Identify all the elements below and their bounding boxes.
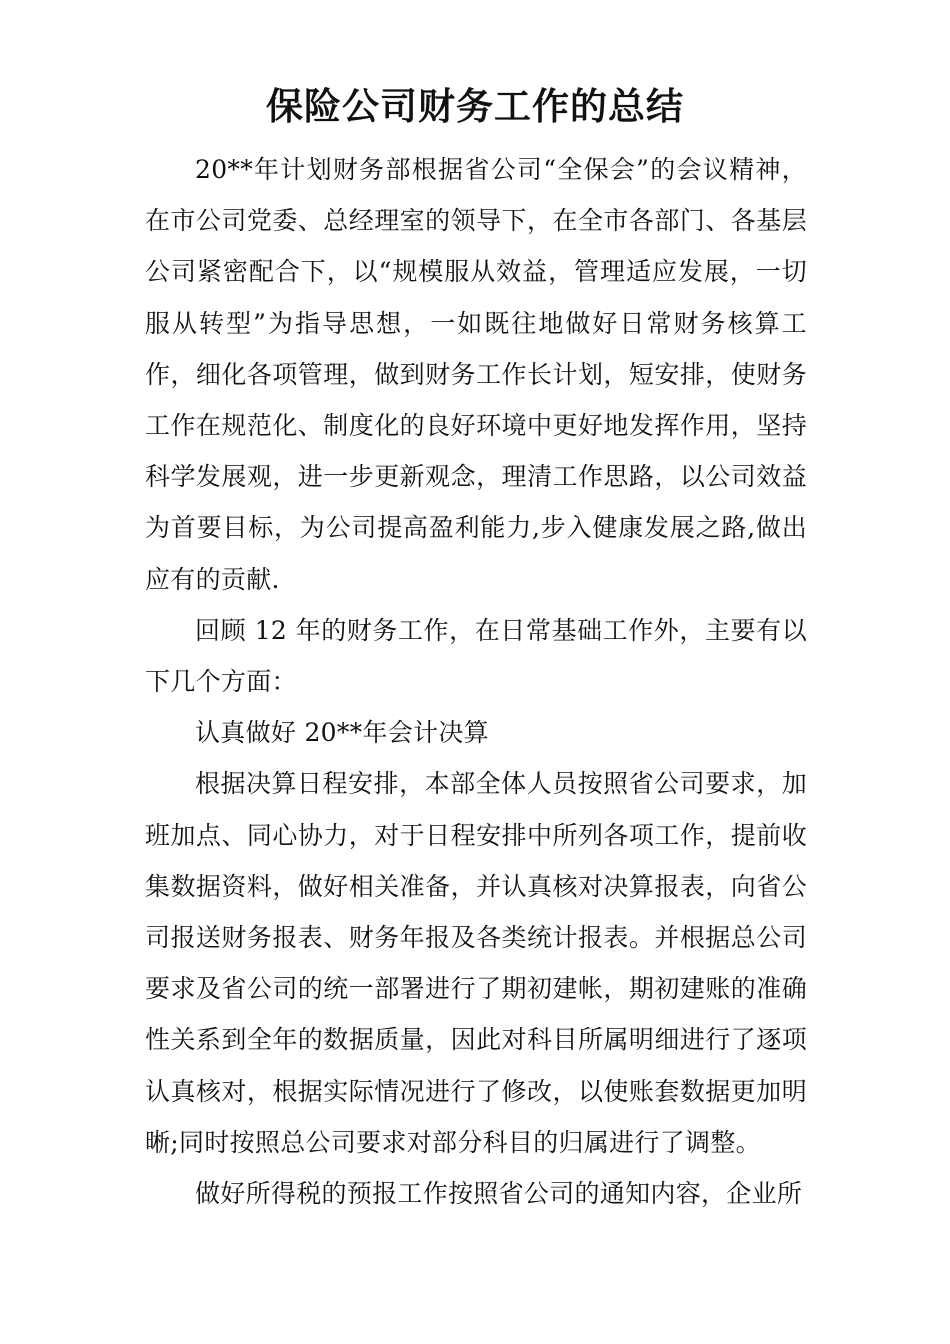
document-body (145, 144, 807, 1219)
document-title: 保险公司财务工作的总结 (266, 84, 684, 128)
paragraph-income-tax: 做好所得税的预报工作按照省公司的通知内容，企业所 (195, 1179, 803, 1209)
paragraph-annual-accounts: 根据决算日程安排，本部全体人员按照省公司要求，加班加点、同心协力，对于日程安排中所列各项工作，提前收集数据资料，做好相关准备，并认真核对决算报表，向省公司报送财务报表、财务年报及各类统计报表。并根据总公司要求及省公司的统一部署进行了期初建帐，期初建账的准确性关系到全年的数据质量，因此对科目所属明细进行了逐项认真核对，根据实际情况进行了修改，以使账套数据更加明晰;同时按照总公司要求对部分科目的归属进行了调整。 (145, 769, 807, 1157)
section-heading-annual-accounts: 认真做好 20**年会计决算 (195, 718, 489, 748)
paragraph-intro: 20**年计划财务部根据省公司“全保会”的会议精神，在市公司党委、总经理室的领导下，在全市各部门、各基层公司紧密配合下，以“规模服从效益，管理适应发展，一切服从转型”为指导思想，一如既往地做好日常财务核算工作，细化各项管理，做到财务工作长计划，短安排，使财务工作在规范化、制度化的良好环境中更好地发挥作用，坚持科学发展观，进一步更新观念，理清工作思路，以公司效益为首要目标，为公司提高盈利能力,步入健康发展之路,做出应有的贡献. (145, 155, 807, 594)
paragraph-review: 回顾 12 年的财务工作，在日常基础工作外，主要有以下几个方面： (145, 615, 807, 697)
